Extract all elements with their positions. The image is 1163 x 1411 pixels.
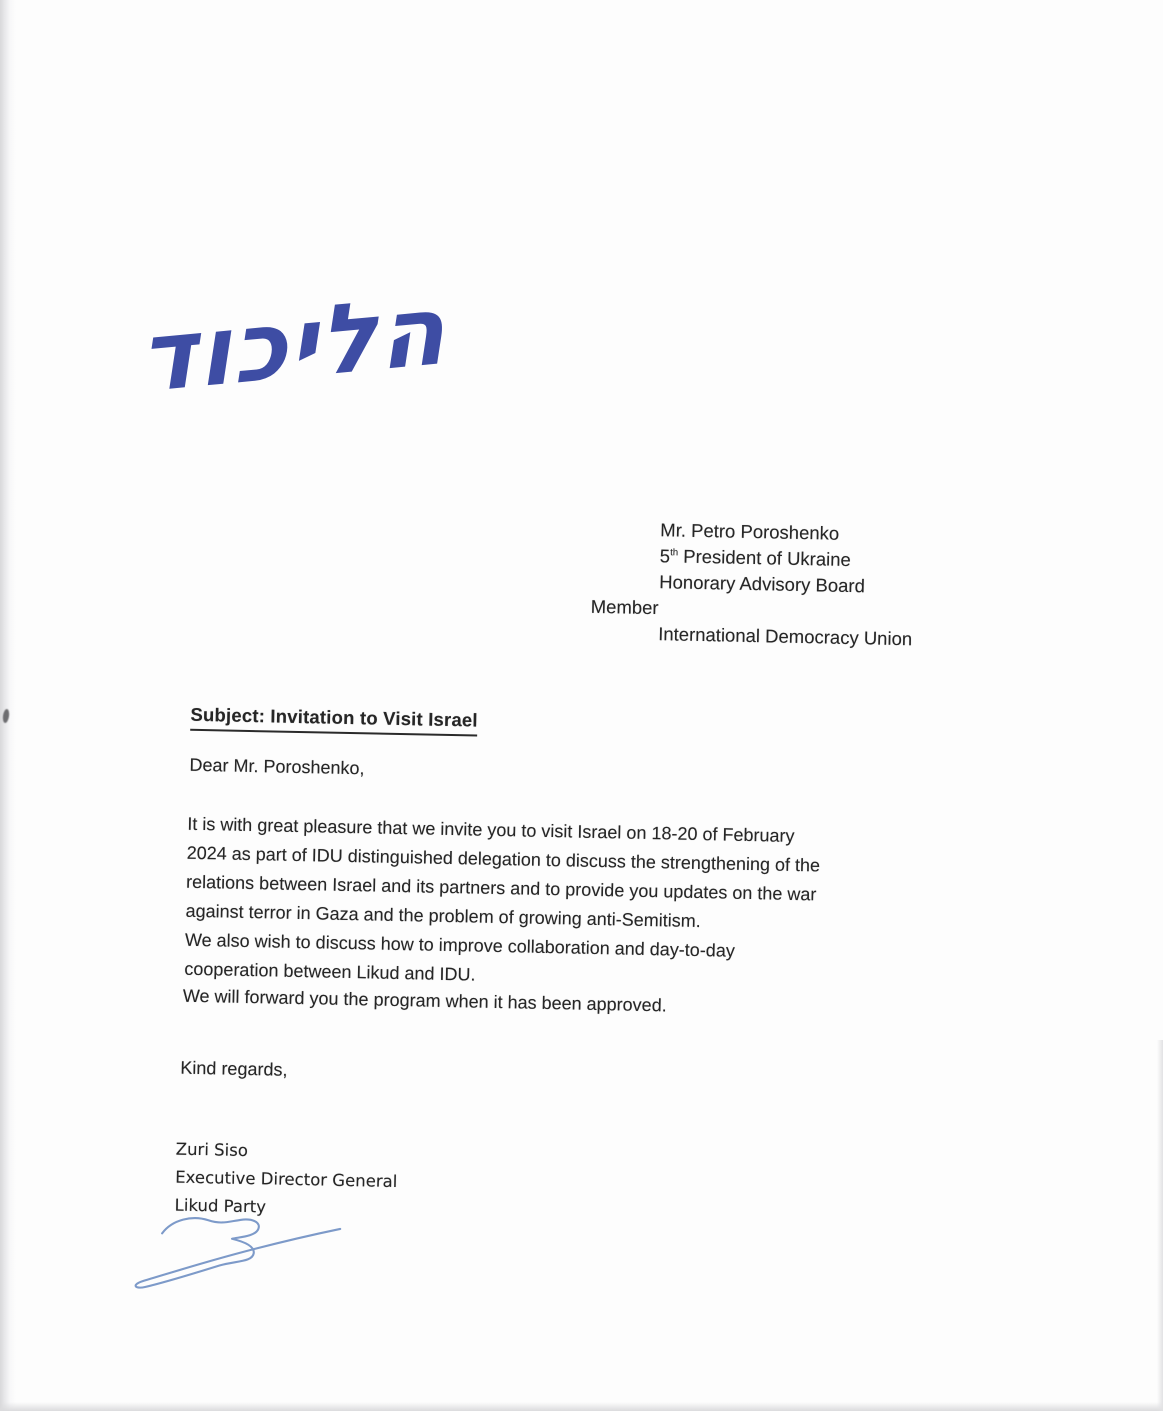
greeting: Dear Mr. Poroshenko, xyxy=(189,754,365,779)
closing-salutation: Kind regards, xyxy=(180,1057,288,1080)
handwritten-signature xyxy=(123,1207,355,1302)
scan-edge-bottom xyxy=(0,1402,1163,1411)
addressee-title-rest: President of Ukraine xyxy=(677,545,852,571)
addressee-block xyxy=(590,517,915,652)
addressee-organization: International Democracy Union xyxy=(658,623,913,650)
signer-organization: Likud Party xyxy=(174,1195,267,1217)
addressee-role-line1: Honorary Advisory Board xyxy=(659,571,866,597)
signer-title: Executive Director General xyxy=(175,1167,398,1192)
body-line: It is with great pleasure that we invite you to visit Israel on 18-20 of February xyxy=(187,813,795,846)
subject-line: Subject: Invitation to Visit Israel xyxy=(190,704,478,737)
body-line: relations between Israel and its partners and to provide you updates on the war xyxy=(185,871,817,905)
body-line: against terror in Gaza and the problem of growing anti-Semitism. xyxy=(185,900,701,932)
addressee-name: Mr. Petro Poroshenko xyxy=(660,519,840,544)
body-line: We also wish to discuss how to improve collaboration and day-to-day xyxy=(184,929,736,961)
addressee-role-line2: Member xyxy=(590,595,659,619)
forward-line: We will forward you the program when it has been approved. xyxy=(182,985,667,1016)
scan-edge-right xyxy=(1157,1040,1163,1411)
body-paragraph xyxy=(184,810,821,997)
addressee-title-ordinal: th xyxy=(670,547,679,559)
likud-logo: הליכוד xyxy=(137,272,462,415)
scan-edge-left xyxy=(0,0,16,1411)
signature-ink-stroke xyxy=(136,1217,341,1292)
signer-name: Zuri Siso xyxy=(175,1139,249,1161)
addressee-title-number: 5 xyxy=(659,545,671,567)
body-line: cooperation between Likud and IDU. xyxy=(184,958,476,985)
body-line: 2024 as part of IDU distinguished delegation to discuss the strengthening of the xyxy=(186,842,821,876)
